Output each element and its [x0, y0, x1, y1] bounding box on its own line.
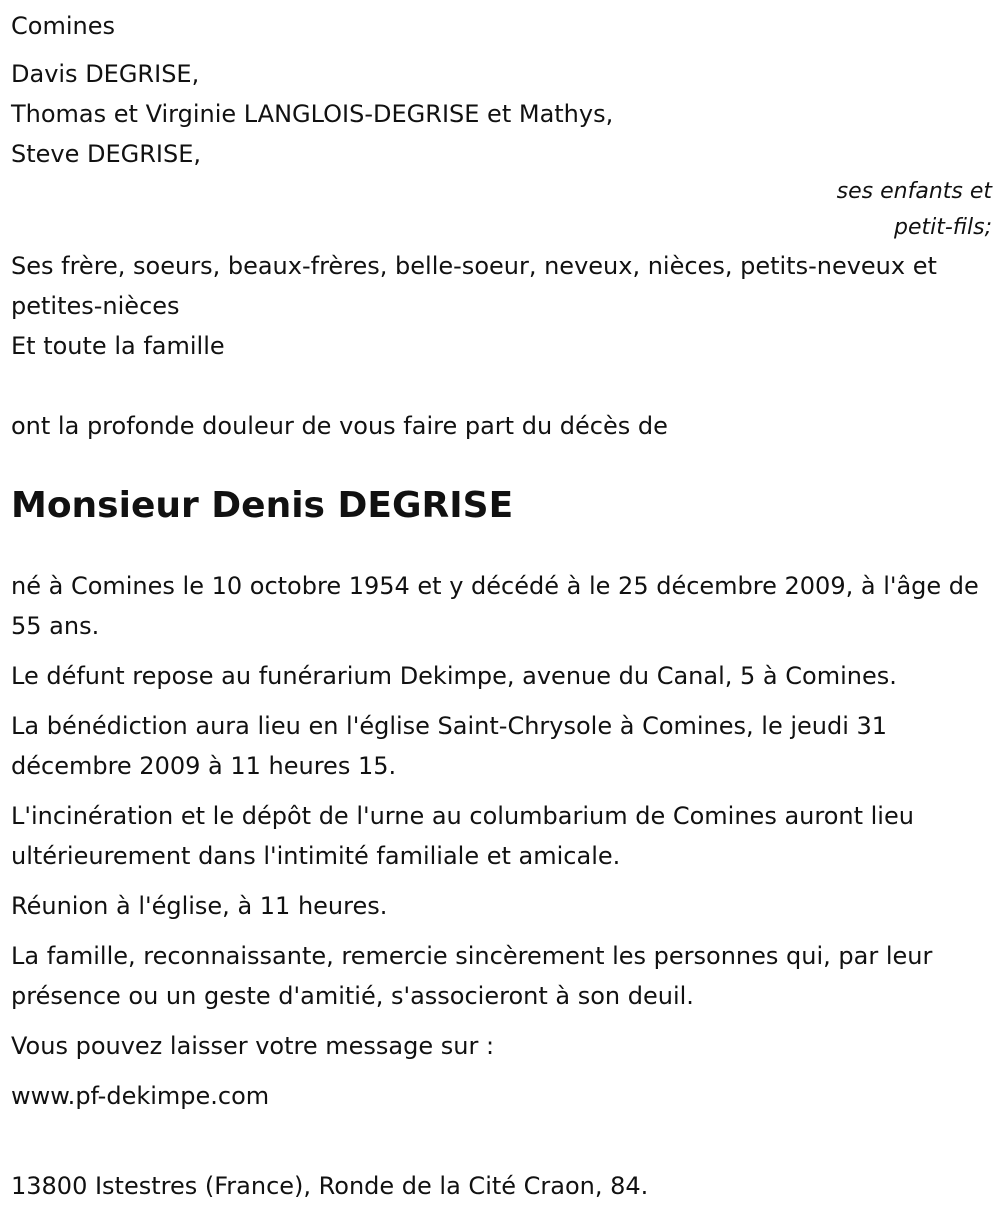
detail-paragraph-birth: né à Comines le 10 octobre 1954 et y décédé à le 25 décembre 2009, à l'âge de 55 ans.	[11, 572, 979, 640]
announcement: ont la profonde douleur de vous faire part du décès de	[11, 412, 668, 440]
deceased-name: Monsieur Denis DEGRISE	[11, 485, 514, 526]
detail-paragraph-cremation: L'incinération et le dépôt de l'urne au columbarium de Comines auront lieu ultérieurement dans l'intimité familiale et amicale.	[11, 802, 914, 870]
place-heading: Comines	[11, 12, 115, 40]
detail-paragraph-meeting: Réunion à l'église, à 11 heures.	[11, 892, 388, 920]
spacer	[11, 366, 990, 406]
child-line: Thomas et Virginie LANGLOIS-DEGRISE et Mathys,	[11, 100, 614, 128]
family-line: Et toute la famille	[11, 332, 225, 360]
website-link[interactable]: www.pf-dekimpe.com	[11, 1082, 270, 1110]
detail-paragraph-ceremony: La bénédiction aura lieu en l'église Saint-Chrysole à Comines, le jeudi 31 décembre 2009 à 11 heures 15.	[11, 712, 888, 780]
detail-paragraph-message: Vous pouvez laisser votre message sur :	[11, 1032, 495, 1060]
detail-paragraph-thanks: La famille, reconnaissante, remercie sincèrement les personnes qui, par leur présence ou un geste d'amitié, s'associeront à son deuil.	[11, 942, 933, 1010]
child-line: Davis DEGRISE,	[11, 60, 200, 88]
address: 13800 Istestres (France), Ronde de la Cité Craon, 84.	[11, 1172, 649, 1200]
child-line: Steve DEGRISE,	[11, 140, 202, 168]
children-relation: ses enfants et petit-fils;	[836, 179, 992, 240]
family-lines	[11, 246, 990, 366]
spacer	[11, 1126, 990, 1166]
family-line: Ses frère, soeurs, beaux-frères, belle-soeur, neveux, nièces, petits-neveux et petites-nièces	[11, 252, 937, 320]
details	[11, 566, 990, 1116]
detail-paragraph-rest: Le défunt repose au funérarium Dekimpe, avenue du Canal, 5 à Comines.	[11, 662, 897, 690]
children-list	[11, 54, 990, 174]
